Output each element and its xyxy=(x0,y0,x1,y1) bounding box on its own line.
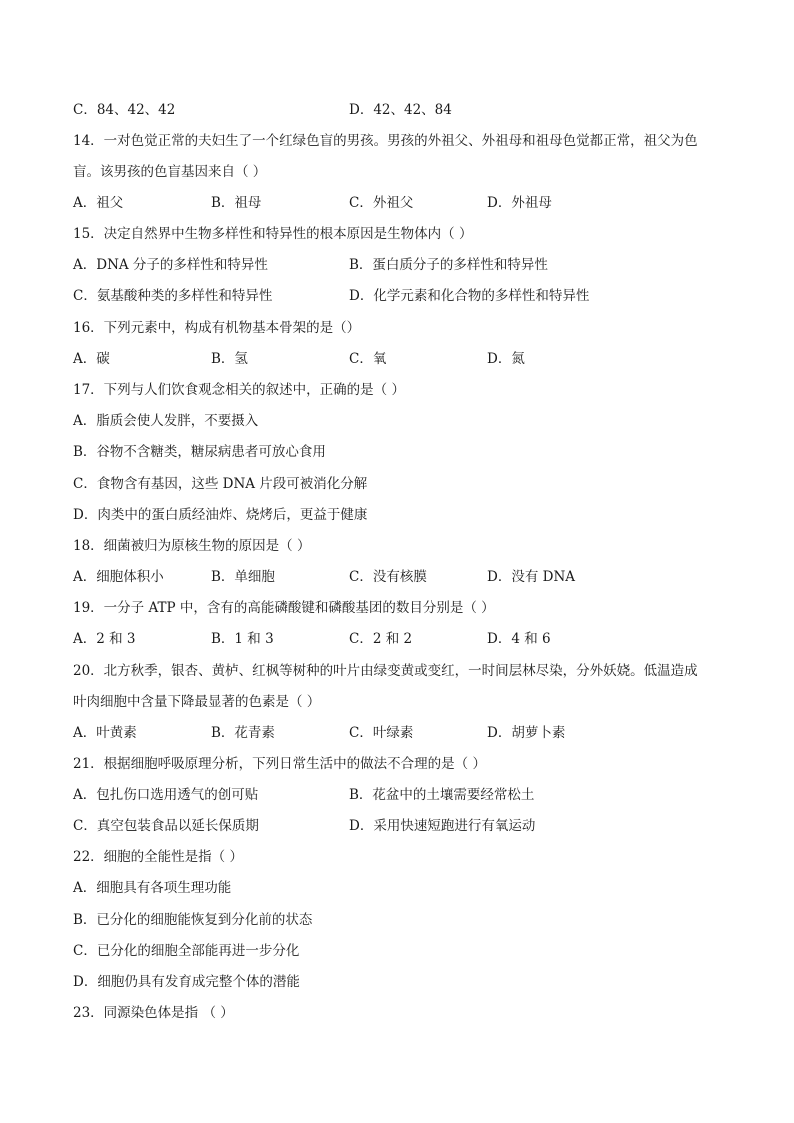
q18-stem: 18．细菌被归为原核生物的原因是（ ） xyxy=(73,538,311,554)
q20-option-d: D．胡萝卜素 xyxy=(487,725,566,741)
q15-option-c: C．氨基酸种类的多样性和特异性 xyxy=(73,288,273,304)
q14-stem-line2: 盲。该男孩的色盲基因来自（ ） xyxy=(73,164,267,180)
q18-option-b: B．单细胞 xyxy=(211,569,275,585)
q21-option-c: C．真空包装食品以延长保质期 xyxy=(73,818,259,834)
q15-option-a: A．DNA 分子的多样性和特异性 xyxy=(73,257,268,273)
q16-stem: 16．下列元素中，构成有机物基本骨架的是（） xyxy=(73,320,361,336)
q15-stem: 15．决定自然界中生物多样性和特异性的根本原因是生物体内（ ） xyxy=(73,226,473,242)
q16-option-a: A．碳 xyxy=(73,351,110,367)
q14-stem-line1: 14．一对色觉正常的夫妇生了一个红绿色盲的男孩。男孩的外祖父、外祖母和祖母色觉都正常，祖父为色 xyxy=(73,133,698,149)
q15-option-d: D．化学元素和化合物的多样性和特异性 xyxy=(349,288,590,304)
q19-option-c: C．2 和 2 xyxy=(349,631,413,647)
q19-stem: 19．一分子 ATP 中，含有的高能磷酸键和磷酸基团的数目分别是（ ） xyxy=(73,600,495,616)
q14-option-b: B．祖母 xyxy=(211,195,262,211)
q18-option-a: A．细胞体积小 xyxy=(73,569,164,585)
q17-option-d: D．肉类中的蛋白质经油炸、烧烤后，更益于健康 xyxy=(73,507,368,523)
q20-stem-line1: 20．北方秋季，银杏、黄栌、红枫等树种的叶片由绿变黄或变红，一时间层林尽染，分外妖娆。低温造成 xyxy=(73,663,698,679)
q18-option-d: D．没有 DNA xyxy=(487,569,576,585)
q17-option-a: A．脂质会使人发胖，不要摄入 xyxy=(73,413,259,429)
q20-option-a: A．叶黄素 xyxy=(73,725,137,741)
q13-option-c: C．84、42、42 xyxy=(73,102,176,118)
q22-option-a: A．细胞具有各项生理功能 xyxy=(73,880,232,896)
q17-option-c: C．食物含有基因，这些 DNA 片段可被消化分解 xyxy=(73,476,368,492)
q22-option-c: C．已分化的细胞全部能再进一步分化 xyxy=(73,943,300,959)
q22-stem: 22．细胞的全能性是指（ ） xyxy=(73,849,243,865)
q21-option-b: B．花盆中的土壤需要经常松土 xyxy=(349,787,535,803)
q16-option-d: D．氮 xyxy=(487,351,525,367)
q18-option-c: C．没有核膜 xyxy=(349,569,427,585)
q21-stem: 21．根据细胞呼吸原理分析，下列日常生活中的做法不合理的是（ ） xyxy=(73,756,486,772)
q19-option-d: D．4 和 6 xyxy=(487,631,551,647)
q16-option-b: B．氢 xyxy=(211,351,248,367)
q23-stem: 23．同源染色体是指 （ ） xyxy=(73,1005,234,1021)
q19-option-a: A．2 和 3 xyxy=(73,631,136,647)
q20-option-b: B．花青素 xyxy=(211,725,275,741)
q22-option-b: B．已分化的细胞能恢复到分化前的状态 xyxy=(73,912,313,928)
q20-option-c: C．叶绿素 xyxy=(349,725,414,741)
q21-option-a: A．包扎伤口选用透气的创可贴 xyxy=(73,787,259,803)
q16-option-c: C．氧 xyxy=(349,351,387,367)
q20-stem-line2: 叶肉细胞中含量下降最显著的色素是（ ） xyxy=(73,694,321,710)
q13-option-d: D．42、42、84 xyxy=(349,102,452,118)
q19-option-b: B．1 和 3 xyxy=(211,631,274,647)
q21-option-d: D．采用快速短跑进行有氧运动 xyxy=(349,818,536,834)
q14-option-d: D．外祖母 xyxy=(487,195,552,211)
q15-option-b: B．蛋白质分子的多样性和特异性 xyxy=(349,257,548,273)
q17-stem: 17．下列与人们饮食观念相关的叙述中，正确的是（ ） xyxy=(73,382,405,398)
q14-option-a: A．祖父 xyxy=(73,195,124,211)
q14-option-c: C．外祖父 xyxy=(349,195,414,211)
q17-option-b: B．谷物不含糖类，糖尿病患者可放心食用 xyxy=(73,444,326,460)
q22-option-d: D．细胞仍具有发育成完整个体的潜能 xyxy=(73,974,300,990)
